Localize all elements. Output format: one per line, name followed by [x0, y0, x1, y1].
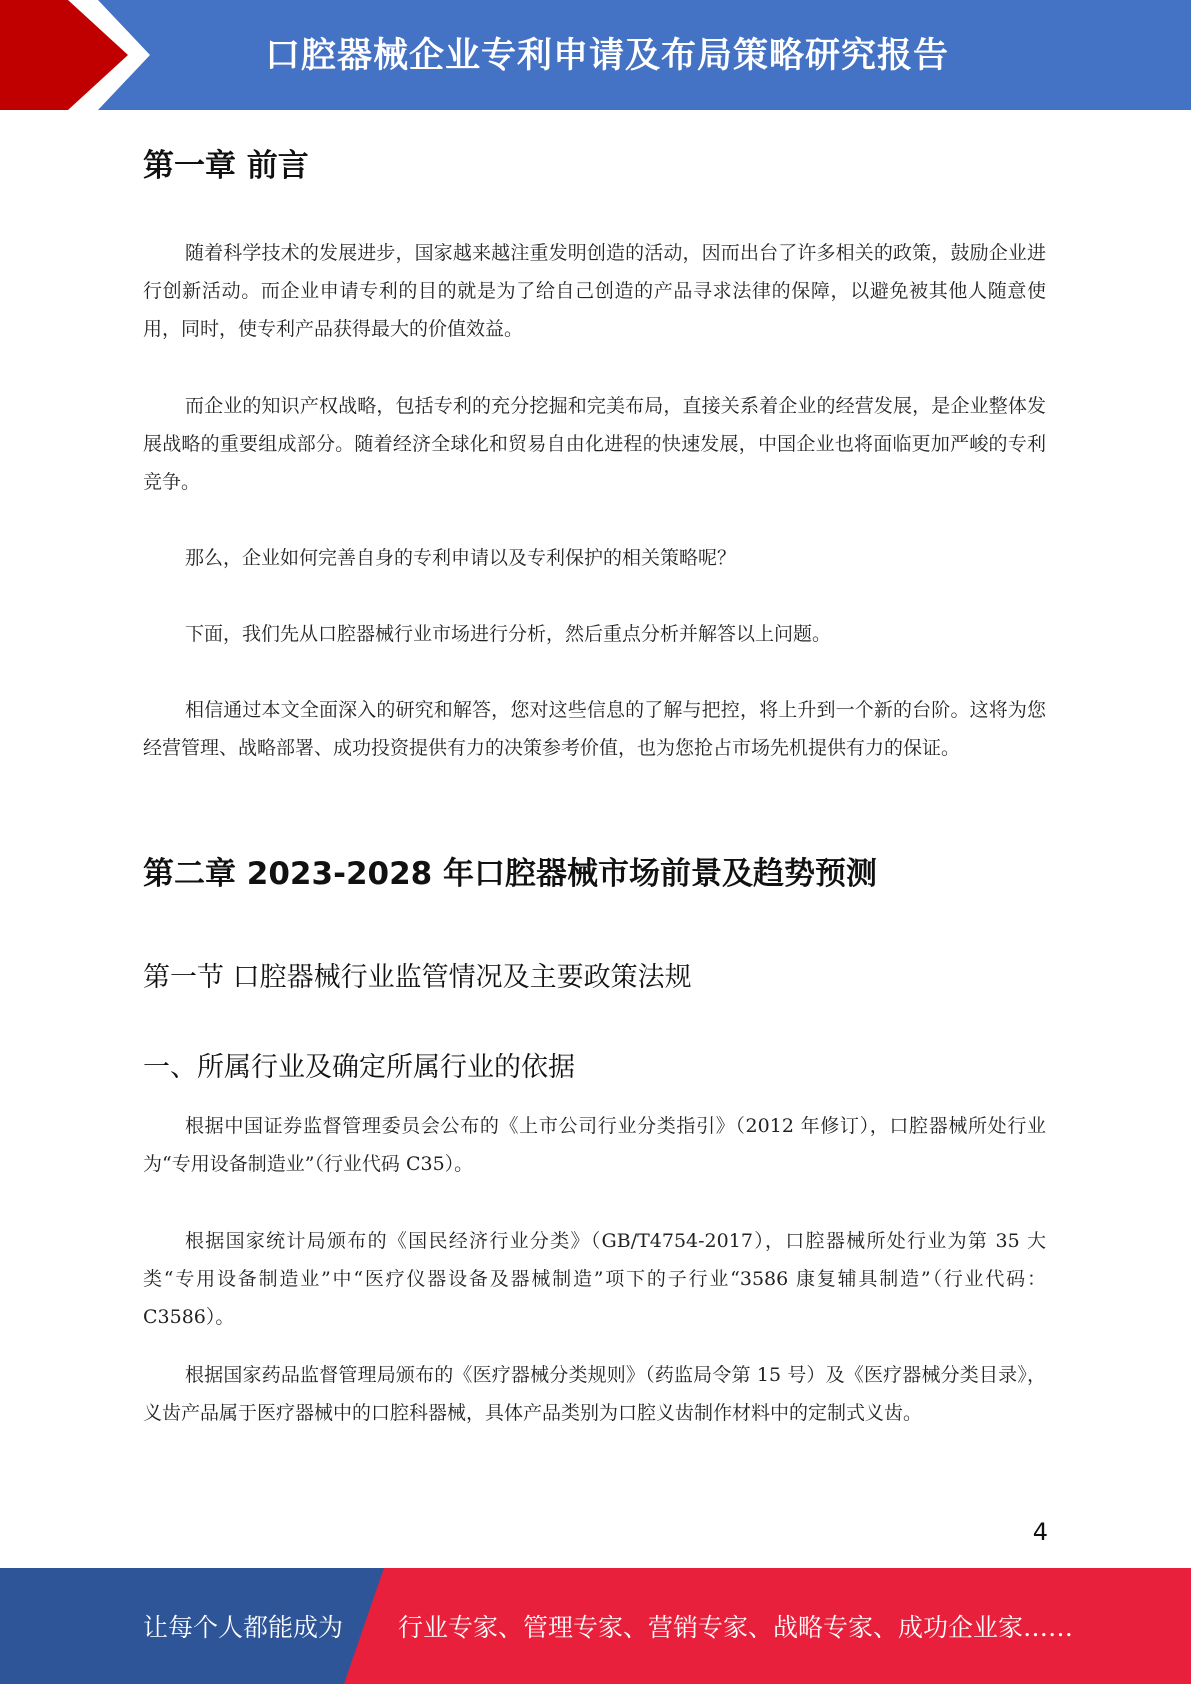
chapter-1-paragraph: 随着科学技术的发展进步，国家越来越注重发明创造的活动，因而出台了许多相关的政策，鼓励企业进行创新活动。而企业申请专利的目的就是为了给自己创造的产品寻求法律的保障，以避免被其他人随意使用，同时，使专利产品获得最大的价值效益。 — [143, 242, 1046, 340]
chapter-2-paragraph: 根据中国证券监督管理委员会公布的《上市公司行业分类指引》（2012 年修订），口腔器械所处行业为“专用设备制造业”（行业代码 C35）。 — [143, 1115, 1046, 1175]
page-footer — [0, 1568, 1191, 1684]
chapter-1-paragraph: 相信通过本文全面深入的研究和解答，您对这些信息的了解与把控，将上升到一个新的台阶。这将为您经营管理、战略部署、成功投资提供有力的决策参考价值，也为您抢占市场先机提供有力的保证。 — [143, 699, 1046, 759]
footer-slogan-right: 行业专家、管理专家、营销专家、战略专家、成功企业家…… — [398, 1613, 1074, 1642]
chapter-1-title: 第一章 前言 — [143, 148, 309, 184]
subsection-1-title: 一、所属行业及确定所属行业的依据 — [143, 1052, 575, 1083]
chapter-1-paragraph: 那么，企业如何完善自身的专利申请以及专利保护的相关策略呢？ — [185, 547, 737, 569]
footer-slogan-left: 让每个人都能成为 — [143, 1613, 344, 1642]
chapter-2-title: 第二章 2023-2028 年口腔器械市场前景及趋势预测 — [143, 856, 878, 892]
chapter-1-paragraph: 下面，我们先从口腔器械行业市场进行分析，然后重点分析并解答以上问题。 — [185, 623, 832, 645]
chapter-2-paragraph: 根据国家药品监督管理局颁布的《医疗器械分类规则》（药监局令第 15 号）及《医疗器械分类目录》，义齿产品属于医疗器械中的口腔科器械，具体产品类别为口腔义齿制作材料中的定制式义齿。 — [143, 1364, 1046, 1424]
page-number: 4 — [1032, 1518, 1048, 1546]
chapter-1-paragraph: 而企业的知识产权战略，包括专利的充分挖掘和完美布局，直接关系着企业的经营发展，是企业整体发展战略的重要组成部分。随着经济全球化和贸易自由化进程的快速发展，中国企业也将面临更加严峻的专利竞争。 — [143, 395, 1046, 493]
page-header — [0, 0, 1191, 110]
chapter-2-paragraph: 根据国家统计局颁布的《国民经济行业分类》（GB/T4754-2017），口腔器械所处行业为第 35 大类“专用设备制造业”中“医疗仪器设备及器械制造”项下的子行业“3586 康复辅具制造”（行业代码：C3586）。 — [143, 1230, 1046, 1328]
section-1-title: 第一节 口腔器械行业监管情况及主要政策法规 — [143, 962, 692, 993]
report-title: 口腔器械企业专利申请及布局策略研究报告 — [265, 36, 950, 76]
